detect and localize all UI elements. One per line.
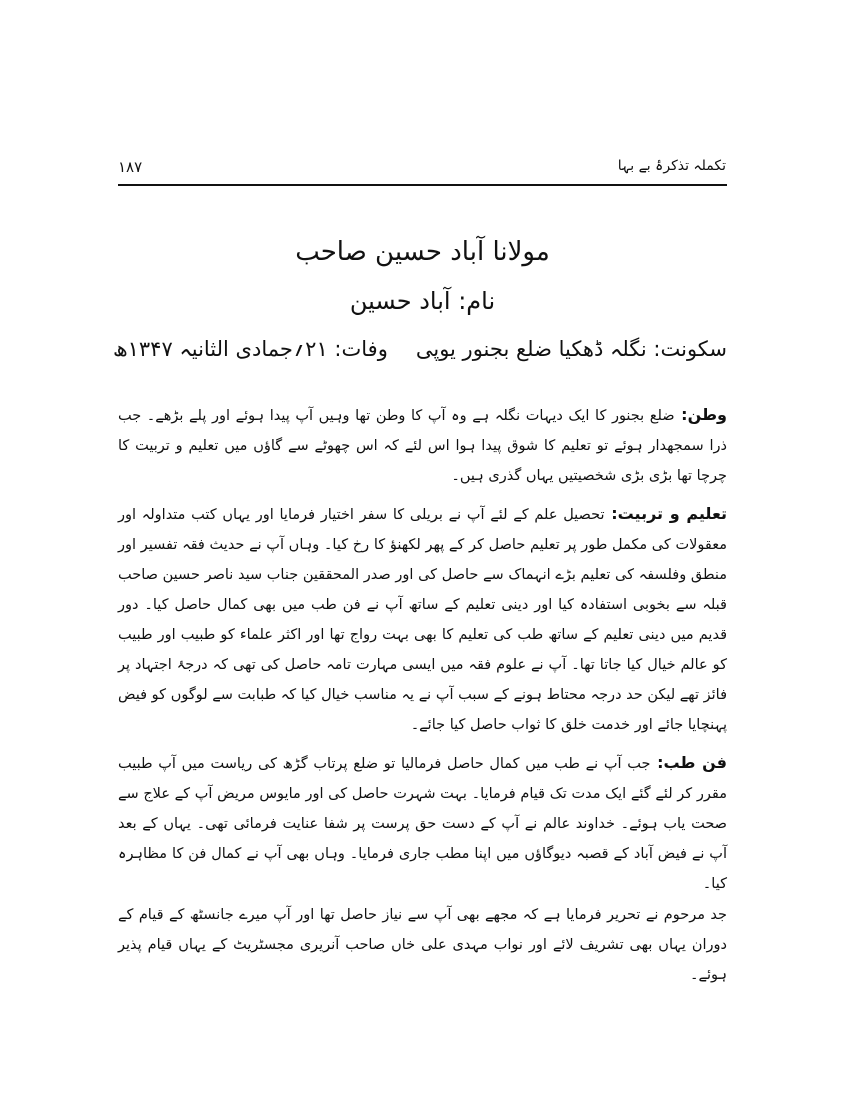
paragraph-text: جد مرحوم نے تحریر فرمایا ہے کہ مجھے بھی آپ سے نیاز حاصل تھا اور آپ میرے جانسٹھ کے قیام کے دوران یہاں بھی تشریف لائے اور نواب مہدی علی خاں صاحب آنریری مجسٹریٹ کے یہاں قیام پذیر ہوئے۔ xyxy=(118,907,727,983)
running-header xyxy=(118,158,726,182)
paragraph-medicine xyxy=(118,748,727,899)
biography-headings xyxy=(112,230,727,368)
paragraph-text: تحصیل علم کے لئے آپ نے بریلی کا سفر اختیار فرمایا اور یہاں کتب متداولہ اور معقولات کی مکمل طور پر تعلیم حاصل کر کے پھر لکھنؤ کا رخ کیا۔ وہاں آپ نے حدیث فقہ تفسیر اور منطق وفلسفہ کی تعلیم بڑے انہماک سے حاصل کی اور صدر المحققین جناب سید ناصر حسین صاحب قبلہ سے بخوبی استفادہ کیا اور دینی تعلیم کے ساتھ آپ نے فن طب میں بھی کمال حاصل کیا۔ دور قدیم میں دینی تعلیم کے ساتھ طب کی تعلیم کا بھی بہت رواج تھا اور اکثر علماء کو طبیب اور طبیب کو عالم خیال کیا جاتا تھا۔ آپ نے علوم فقہ میں ایسی مہارت تامہ حاصل کی تھی کہ درجۂ اجتہاد پر فائز تھے لیکن حد درجہ محتاط ہونے کے سبب آپ نے یہ مناسب خیال کیا کہ طبابت سے لوگوں کو فیض پہنچایا جائے اور خدمت خلق کا ثواب حاصل کیا جائے۔ xyxy=(118,507,727,733)
paragraph-text: جب آپ نے طب میں کمال حاصل فرمالیا تو ضلع پرتاب گڑھ کی ریاست میں آپ طبیب مقرر کر لئے گئے ایک مدت تک قیام فرمایا۔ بہت شہرت حاصل کی اور مایوس مریض آپ کے علاج سے صحت یاب ہوئے۔ خداوند عالم نے آپ کے دست حق پرست پر شفا عنایت فرمائی تھی۔ یہاں کے بعد آپ نے فیض آباد کے قصبہ دیوگاؤں میں اپنا مطب جاری فرمایا۔ وہاں بھی آپ نے کمال فن کا مظاہرہ کیا۔ xyxy=(118,756,727,892)
paragraph-note xyxy=(118,899,727,990)
residence-death-line xyxy=(112,330,727,368)
paragraph-education xyxy=(118,499,727,740)
paragraph-homeland xyxy=(118,400,727,491)
paragraph-lead: تعلیم و تربیت: xyxy=(604,504,728,523)
biography-title: مولانا آباد حسین صاحب xyxy=(295,237,550,267)
page-number: ۱۸۷ xyxy=(118,158,143,176)
death-date-text: وفات: ۲۱؍جمادی الثانیہ ۱۳۴۷ھ xyxy=(112,337,388,361)
running-header-title: تکملہ تذکرۂ بے بہا xyxy=(617,158,726,174)
paragraph-lead: وطن: xyxy=(674,405,727,424)
header-rule xyxy=(118,184,727,186)
name-line: نام: آباد حسین xyxy=(349,287,496,315)
paragraph-text: ضلع بجنور کا ایک دیہات نگلہ ہے وہ آپ کا وطن تھا وہیں آپ پیدا ہوئے اور پلے بڑھے۔ جب ذرا سمجھدار ہوئے تو تعلیم کا شوق پیدا ہوا اس لئے کہ اس چھوٹے سے گاؤں میں تعلیم و تربیت کا چرچا تھا بڑی بڑی شخصیتیں یہاں گذری ہیں۔ xyxy=(118,408,727,484)
paragraph-lead: فن طب: xyxy=(650,753,728,772)
residence-text: سکونت: نگلہ ڈھکیا ضلع بجنور یوپی xyxy=(415,337,727,361)
biography-body xyxy=(118,400,727,998)
